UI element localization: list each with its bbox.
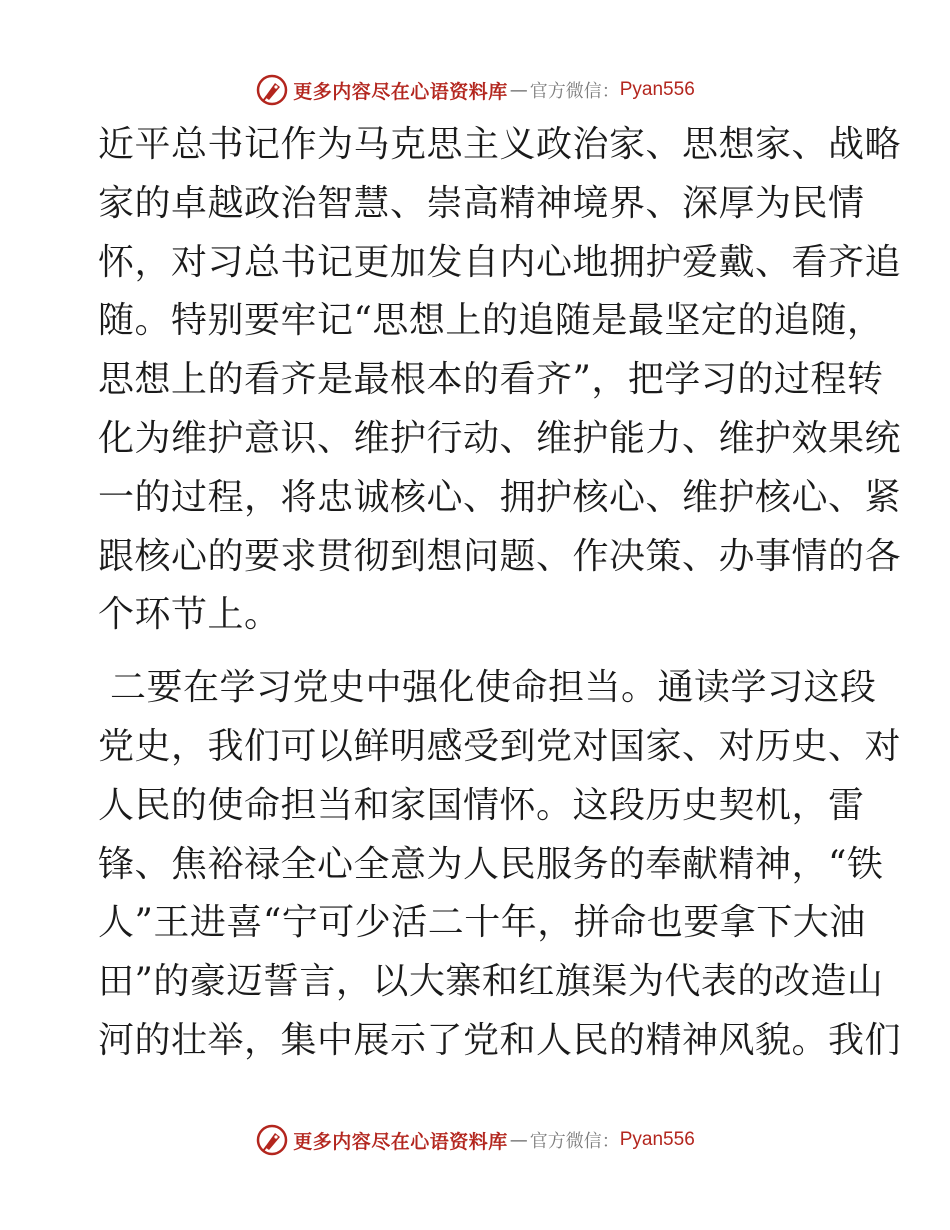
text-line: 随。特别要牢记“思想上的追随是最坚定的追随， bbox=[98, 300, 884, 342]
watermark-brand: 更多内容尽在心语资料库 bbox=[293, 80, 508, 103]
pen-nib-circle-icon bbox=[255, 73, 289, 107]
text-line: 党史，我们可以鲜明感受到党对国家、对历史、对 bbox=[98, 725, 902, 767]
watermark-brand: 更多内容尽在心语资料库 bbox=[293, 1130, 508, 1153]
watermark-wechat-label: 官方微信： bbox=[529, 81, 620, 102]
watermark-wechat-id: Pyan556 bbox=[619, 79, 695, 100]
watermark-wechat-id: Pyan556 bbox=[619, 1129, 695, 1150]
text-line: 家的卓越政治智慧、崇高精神境界、深厚为民情 bbox=[98, 182, 865, 224]
document-body bbox=[98, 116, 902, 1071]
text-line: 锋、焦裕禄全心全意为人民服务的奉献精神，“铁 bbox=[98, 843, 884, 885]
text-line: 个环节上。 bbox=[98, 594, 281, 636]
text-line: 河的壮举，集中展示了党和人民的精神风貌。我们 bbox=[98, 1019, 902, 1061]
text-line: 人”王进喜“宁可少活二十年，拼命也要拿下大油 bbox=[98, 902, 866, 944]
text-line: 二要在学习党史中强化使命担当。通读学习这段 bbox=[98, 667, 877, 709]
paragraph-2 bbox=[98, 659, 902, 1071]
watermark-separator: — bbox=[509, 79, 528, 101]
watermark-wechat-label: 官方微信： bbox=[529, 1131, 620, 1152]
pen-nib-circle-icon bbox=[255, 1123, 289, 1157]
watermark-banner-top bbox=[0, 70, 950, 110]
text-line: 怀，对习总书记更加发自内心地拥护爱戴、看齐追 bbox=[98, 241, 902, 283]
text-line: 田”的豪迈誓言，以大寨和红旗渠为代表的改造山 bbox=[98, 961, 884, 1003]
text-line: 思想上的看齐是最根本的看齐”，把学习的过程转 bbox=[98, 359, 884, 401]
text-line: 人民的使命担当和家国情怀。这段历史契机，雷 bbox=[98, 784, 865, 826]
watermark-banner-bottom bbox=[0, 1120, 950, 1160]
paragraph-1 bbox=[98, 116, 902, 645]
text-line: 近平总书记作为马克思主义政治家、思想家、战略 bbox=[98, 124, 902, 165]
watermark-separator: — bbox=[509, 1129, 528, 1151]
text-line: 化为维护意识、维护行动、维护能力、维护效果统 bbox=[98, 417, 902, 459]
text-line: 跟核心的要求贯彻到想问题、作决策、办事情的各 bbox=[98, 535, 902, 577]
text-line: 一的过程，将忠诚核心、拥护核心、维护核心、紧 bbox=[98, 476, 902, 518]
paragraph-gap bbox=[98, 645, 858, 659]
